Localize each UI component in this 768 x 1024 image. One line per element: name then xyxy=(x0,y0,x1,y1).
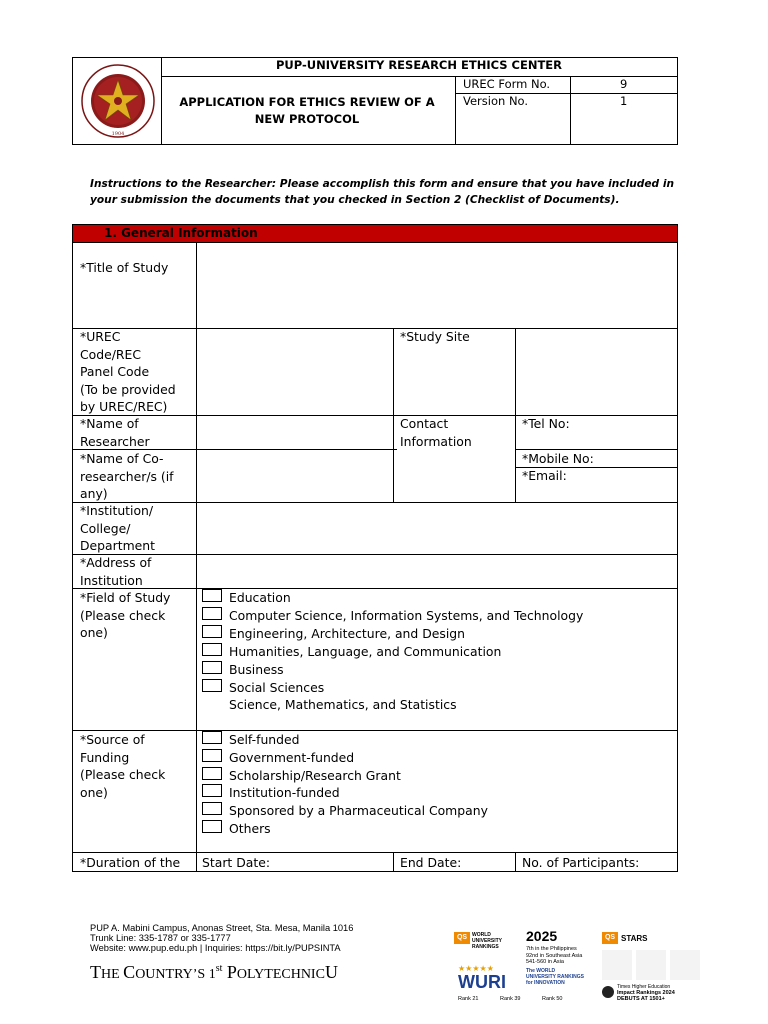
funding-option-others: Others xyxy=(229,821,271,836)
funding-option-government: Government-funded xyxy=(229,750,355,765)
field-option-science-math: Science, Mathematics, and Statistics xyxy=(229,697,457,712)
stars-icon: ★★★★★ xyxy=(458,964,494,973)
checkbox-humanities[interactable] xyxy=(202,643,222,656)
instructions: Instructions to the Researcher: Please accomplish this form and ensure that you have included in your submission the documents that you checked in Section 2 (Checklist of Documents). xyxy=(90,178,674,206)
checkbox-business[interactable] xyxy=(202,661,222,674)
svg-text:1904: 1904 xyxy=(111,131,125,137)
checkbox-others[interactable] xyxy=(202,820,222,833)
field-of-study-label: *Field of Study (Please check one) xyxy=(80,590,171,640)
field-option-business: Business xyxy=(229,662,284,677)
version-value: 1 xyxy=(620,94,628,108)
no-of-participants-label: No. of Participants: xyxy=(522,855,640,870)
urec-code-label: *UREC Code/REC Panel Code (To be provided by UREC/REC) xyxy=(80,329,176,414)
the-logo-icon xyxy=(602,986,614,998)
name-of-researcher-label: *Name of Researcher xyxy=(80,416,150,449)
tel-no-label: *Tel No: xyxy=(522,416,570,431)
checkbox-self-funded[interactable] xyxy=(202,731,222,744)
rank-year: 2025 xyxy=(526,928,558,944)
checkbox-education[interactable] xyxy=(202,589,222,602)
footer-slogan: THE COUNTRY’S 1st POLYTECHNICU xyxy=(90,962,338,982)
section-title: 1. General Information xyxy=(104,226,258,240)
footer-website: Website: www.pup.edu.ph | Inquiries: https://bit.ly/PUPSINTA xyxy=(90,943,341,953)
center-name: PUP-UNIVERSITY RESEARCH ETHICS CENTER xyxy=(275,58,563,72)
checkbox-pharmaceutical[interactable] xyxy=(202,802,222,815)
institution-label: *Institution/ College/ Department xyxy=(80,503,155,553)
mobile-no-label: *Mobile No: xyxy=(522,451,594,466)
checkbox-computer-science[interactable] xyxy=(202,607,222,620)
duration-label: *Duration of the xyxy=(80,855,181,870)
field-option-computer-science: Computer Science, Information Systems, and Technology xyxy=(229,608,584,623)
stars-ratings-grid xyxy=(602,950,702,980)
funding-option-institution: Institution-funded xyxy=(229,785,340,800)
email-label: *Email: xyxy=(522,468,567,483)
wuri-logo: WURI xyxy=(458,972,506,992)
field-option-education: Education xyxy=(229,590,291,605)
funding-option-self: Self-funded xyxy=(229,732,300,747)
checkbox-social-sciences[interactable] xyxy=(202,679,222,692)
rankings-badges: QS WORLD UNIVERSITY RANKINGS 2025 7th in the Philippines 92nd in Southeast Asia 541-560 in Asia ★★★★★ WURI The WORLD UNIVERSITY RANKINGS for INNOVATION Rank 21 Rank 39 Rank 50 QS STARS Times Higher Education Impact Rankings 2024 DEBUTS AT 1501+ xyxy=(454,928,740,1020)
funding-option-scholarship: Scholarship/Research Grant xyxy=(229,768,401,783)
address-of-institution-label: *Address of Institution xyxy=(80,555,152,588)
end-date-label: End Date: xyxy=(400,855,462,870)
form-title: APPLICATION FOR ETHICS REVIEW OF A NEW PROTOCOL xyxy=(179,95,435,126)
start-date-label: Start Date: xyxy=(202,855,270,870)
study-site-label: *Study Site xyxy=(400,329,470,344)
field-option-engineering: Engineering, Architecture, and Design xyxy=(229,626,465,641)
checkbox-engineering[interactable] xyxy=(202,625,222,638)
footer-trunk-line: Trunk Line: 335-1787 or 335-1777 xyxy=(90,933,231,943)
source-of-funding-label: *Source of Funding (Please check one) xyxy=(80,732,166,800)
university-seal-logo xyxy=(78,63,158,139)
funding-option-pharmaceutical: Sponsored by a Pharmaceutical Company xyxy=(229,803,488,818)
field-option-humanities: Humanities, Language, and Communication xyxy=(229,644,502,659)
version-label: Version No. xyxy=(463,94,529,108)
field-option-social-sciences: Social Sciences xyxy=(229,680,325,695)
form-no-value: 9 xyxy=(620,77,628,91)
checkbox-institution-funded[interactable] xyxy=(202,784,222,797)
checkbox-scholarship[interactable] xyxy=(202,767,222,780)
form-no-label: UREC Form No. xyxy=(463,77,551,91)
name-of-coresearcher-label: *Name of Co- researcher/s (if any) xyxy=(80,451,174,501)
contact-information-label: Contact Information xyxy=(400,416,472,449)
qs-logo-icon: QS xyxy=(454,932,470,944)
title-of-study-label: *Title of Study xyxy=(80,260,169,275)
qs-stars-logo-icon: QS xyxy=(602,932,618,944)
checkbox-government-funded[interactable] xyxy=(202,749,222,762)
footer-address: PUP A. Mabini Campus, Anonas Street, Sta. Mesa, Manila 1016 xyxy=(90,923,354,933)
